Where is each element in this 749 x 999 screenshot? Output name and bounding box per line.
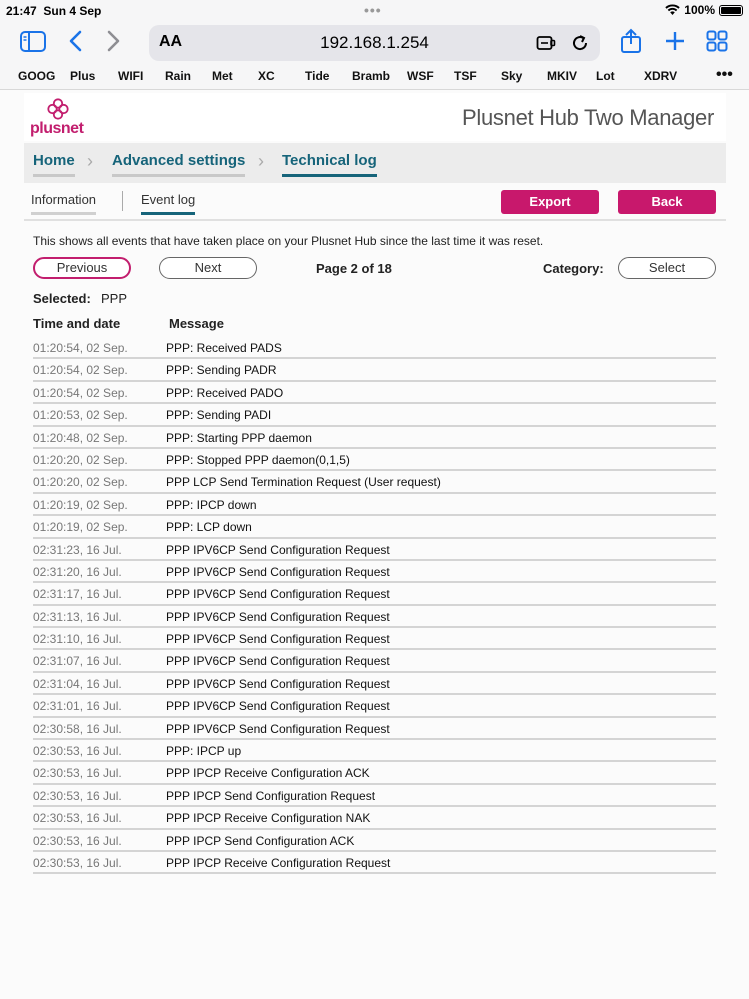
table-row: [33, 762, 716, 784]
bookmark-item[interactable]: Tide: [305, 69, 330, 83]
table-row: [33, 539, 716, 561]
bookmark-item[interactable]: Met: [212, 69, 233, 83]
event-time: 01:20:20, 02 Sep.: [33, 452, 128, 467]
chevron-right-icon: ›: [87, 151, 93, 171]
event-time: 01:20:53, 02 Sep.: [33, 408, 128, 423]
table-row: [33, 359, 716, 381]
multitasking-dots-icon[interactable]: •••: [364, 2, 382, 18]
table-row: [33, 606, 716, 628]
bookmark-item[interactable]: Rain: [165, 69, 192, 83]
event-time: 02:30:53, 16 Jul.: [33, 833, 122, 848]
category-label: Category:: [543, 261, 604, 276]
event-time: 01:20:54, 02 Sep.: [33, 363, 128, 378]
event-message: PPP: Sending PADR: [166, 363, 277, 378]
extension-icon[interactable]: [536, 34, 556, 52]
bookmark-item[interactable]: XDRV: [644, 69, 678, 83]
bookmark-item[interactable]: TSF: [454, 69, 477, 83]
event-message: PPP: IPCP up: [166, 744, 242, 759]
table-row: [33, 628, 716, 650]
share-icon[interactable]: [620, 28, 642, 54]
bookmark-item[interactable]: WSF: [407, 69, 434, 83]
event-message: PPP: Stopped PPP daemon(0,1,5): [166, 452, 350, 467]
event-message: PPP IPCP Receive Configuration NAK: [166, 811, 371, 826]
event-time: 02:31:04, 16 Jul.: [33, 676, 122, 691]
forward-icon[interactable]: [107, 30, 121, 52]
page-description: This shows all events that have taken place on your Plusnet Hub since the last time it was reset.: [33, 234, 544, 248]
export-button[interactable]: Export: [501, 190, 599, 214]
status-bar: [0, 0, 749, 22]
bookmark-item[interactable]: Sky: [501, 69, 523, 83]
table-row: [33, 785, 716, 807]
previous-button[interactable]: Previous: [33, 257, 131, 279]
event-message: PPP IPV6CP Send Configuration Request: [166, 676, 390, 691]
tab-information[interactable]: Information: [31, 192, 96, 215]
event-message: PPP IPV6CP Send Configuration Request: [166, 699, 390, 714]
subtabs: [24, 183, 726, 221]
event-message: PPP LCP Send Termination Request (User request): [166, 475, 441, 490]
plusnet-logo-icon[interactable]: [47, 98, 69, 120]
event-time: 02:30:53, 16 Jul.: [33, 766, 122, 781]
bookmark-item[interactable]: Plus: [70, 69, 96, 83]
event-time: 02:31:13, 16 Jul.: [33, 609, 122, 624]
event-message: PPP IPV6CP Send Configuration Request: [166, 632, 390, 647]
reload-icon[interactable]: [570, 33, 590, 53]
table-row: [33, 382, 716, 404]
status-time: 21:47 Sun 4 Sep: [6, 4, 102, 18]
bookmark-item[interactable]: XC: [258, 69, 275, 83]
category-select[interactable]: Select: [618, 257, 716, 279]
url-text[interactable]: 192.168.1.254: [320, 33, 429, 52]
table-row: [33, 673, 716, 695]
chevron-right-icon: ›: [258, 151, 264, 171]
event-message: PPP IPCP Send Configuration Request: [166, 788, 376, 803]
battery-percent: 100%: [684, 3, 715, 17]
reader-settings-button[interactable]: AA: [159, 33, 183, 50]
status-right: [665, 3, 743, 17]
table-row: [33, 471, 716, 493]
event-message: PPP IPCP Receive Configuration Request: [166, 855, 391, 870]
breadcrumb: [24, 143, 726, 183]
bookmark-item[interactable]: Lot: [596, 69, 615, 83]
event-message: PPP IPV6CP Send Configuration Request: [166, 721, 390, 736]
event-message: PPP: IPCP down: [166, 497, 257, 512]
event-message: PPP: Starting PPP daemon: [166, 430, 312, 445]
bookmarks-bar: [0, 62, 749, 90]
page-title: Plusnet Hub Two Manager: [462, 105, 714, 130]
table-row: [33, 561, 716, 583]
battery-icon: [719, 5, 743, 16]
table-row: [33, 494, 716, 516]
column-header-time: Time and date: [33, 316, 121, 331]
event-message: PPP: LCP down: [166, 520, 252, 535]
bookmark-item[interactable]: MKIV: [547, 69, 577, 83]
event-time: 02:31:01, 16 Jul.: [33, 699, 122, 714]
event-time: 01:20:20, 02 Sep.: [33, 475, 128, 490]
column-header-message: Message: [169, 316, 224, 331]
event-message: PPP IPV6CP Send Configuration Request: [166, 564, 390, 579]
event-time: 02:31:17, 16 Jul.: [33, 587, 122, 602]
selected-value: PPP: [101, 291, 128, 306]
breadcrumb-home[interactable]: Home: [33, 152, 75, 177]
hub-manager-page: [0, 91, 749, 999]
browser-toolbar: [0, 22, 749, 62]
more-bookmarks-icon[interactable]: •••: [716, 66, 733, 83]
bookmark-item[interactable]: WIFI: [118, 69, 144, 83]
plusnet-logo-text[interactable]: plusnet: [30, 120, 84, 137]
event-message: PPP IPV6CP Send Configuration Request: [166, 609, 390, 624]
table-row: [33, 695, 716, 717]
event-time: 01:20:54, 02 Sep.: [33, 341, 128, 355]
table-row: [33, 516, 716, 538]
event-time: 02:30:53, 16 Jul.: [33, 811, 122, 826]
new-tab-icon[interactable]: [664, 30, 686, 52]
table-row: [33, 404, 716, 426]
breadcrumb-technical-log[interactable]: Technical log: [282, 152, 377, 177]
event-message: PPP IPV6CP Send Configuration Request: [166, 654, 390, 669]
back-button[interactable]: Back: [618, 190, 716, 214]
wifi-icon: [665, 4, 680, 16]
selected-label: Selected:: [33, 291, 91, 306]
event-time: 02:30:58, 16 Jul.: [33, 721, 122, 736]
page-indicator: Page 2 of 18: [316, 261, 392, 276]
event-time: 02:31:10, 16 Jul.: [33, 632, 122, 647]
event-time: 01:20:54, 02 Sep.: [33, 385, 128, 400]
table-row: [33, 449, 716, 471]
event-message: PPP: Sending PADI: [166, 408, 272, 423]
breadcrumb-advanced-settings[interactable]: Advanced settings: [112, 152, 245, 177]
sidebar-icon[interactable]: [20, 31, 46, 52]
event-time: 02:30:53, 16 Jul.: [33, 855, 122, 870]
bookmark-item[interactable]: Bramb: [352, 69, 391, 83]
event-log-table: [33, 337, 716, 874]
event-message: PPP: Received PADO: [166, 385, 284, 400]
event-time: 01:20:48, 02 Sep.: [33, 430, 128, 445]
event-message: PPP: Received PADS: [166, 341, 282, 355]
tabs-overview-icon[interactable]: [706, 30, 728, 52]
event-time: 02:31:07, 16 Jul.: [33, 654, 122, 669]
event-time: 02:31:20, 16 Jul.: [33, 564, 122, 579]
event-time: 02:30:53, 16 Jul.: [33, 788, 122, 803]
address-bar[interactable]: [149, 25, 600, 61]
table-row: [33, 852, 716, 874]
event-time: 02:31:23, 16 Jul.: [33, 542, 122, 557]
event-message: PPP IPCP Receive Configuration ACK: [166, 766, 370, 781]
table-row: [33, 337, 716, 359]
next-button[interactable]: Next: [159, 257, 257, 279]
table-row: [33, 718, 716, 740]
table-row: [33, 830, 716, 852]
event-time: 01:20:19, 02 Sep.: [33, 520, 128, 535]
event-time: 02:30:53, 16 Jul.: [33, 744, 122, 759]
table-row: [33, 807, 716, 829]
table-row: [33, 740, 716, 762]
table-row: [33, 583, 716, 605]
tab-divider: [122, 191, 123, 211]
back-icon[interactable]: [68, 30, 82, 52]
event-message: PPP IPV6CP Send Configuration Request: [166, 587, 390, 602]
event-message: PPP IPV6CP Send Configuration Request: [166, 542, 390, 557]
tab-event-log[interactable]: Event log: [141, 192, 195, 215]
site-header: [24, 93, 726, 141]
event-message: PPP IPCP Send Configuration ACK: [166, 833, 355, 848]
table-row: [33, 427, 716, 449]
table-row: [33, 650, 716, 672]
bookmark-item[interactable]: GOOG: [18, 69, 56, 83]
event-time: 01:20:19, 02 Sep.: [33, 497, 128, 512]
